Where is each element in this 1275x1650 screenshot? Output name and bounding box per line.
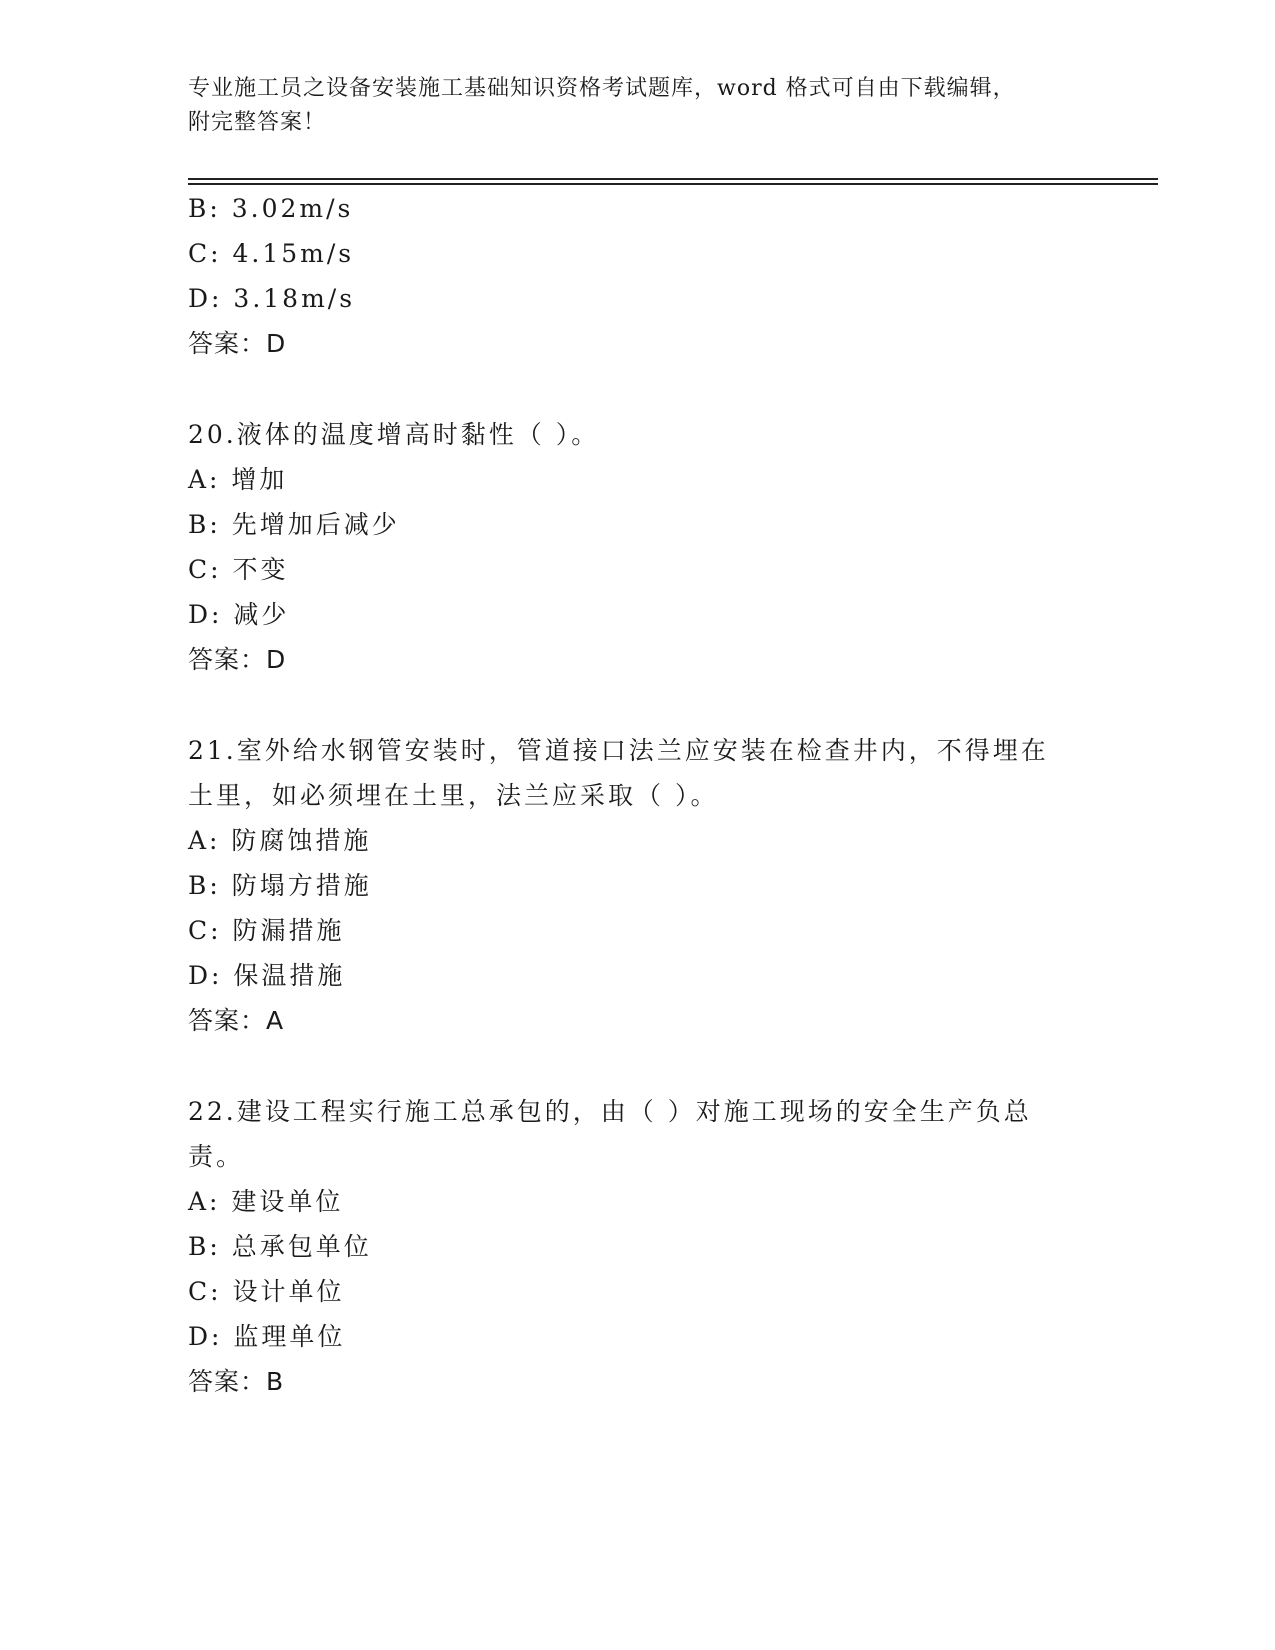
header-divider-bottom xyxy=(188,183,1158,185)
question-22-option-a: A: 建设单位 xyxy=(188,1187,344,1216)
question-20-answer: 答案：D xyxy=(188,645,287,674)
option-b: B: 3.02m/s xyxy=(188,194,354,223)
question-21-option-a: A: 防腐蚀措施 xyxy=(188,826,372,855)
option-c: C: 4.15m/s xyxy=(188,239,355,268)
question-20-option-c: C: 不变 xyxy=(188,555,289,584)
question-20-stem: 20.液体的温度增高时黏性（ ）。 xyxy=(188,420,600,449)
question-21-option-c: C: 防漏措施 xyxy=(188,916,345,945)
question-22-option-c: C: 设计单位 xyxy=(188,1277,345,1306)
question-22-option-d: D: 监理单位 xyxy=(188,1322,346,1351)
header-title-line-1: 专业施工员之设备安装施工基础知识资格考试题库，word 格式可自由下载编辑， xyxy=(188,76,1016,101)
option-d: D: 3.18m/s xyxy=(188,284,356,313)
question-22-answer: 答案：B xyxy=(188,1367,285,1396)
question-21-option-d: D: 保温措施 xyxy=(188,961,346,990)
question-22-option-b: B: 总承包单位 xyxy=(188,1232,372,1261)
question-21-stem-line-2: 土里，如必须埋在土里，法兰应采取（ ）。 xyxy=(188,781,719,810)
question-20-option-a: A: 增加 xyxy=(188,465,288,494)
question-21-stem-line-1: 21.室外给水钢管安装时，管道接口法兰应安装在检查井内，不得埋在 xyxy=(188,736,1049,765)
question-22-stem-line-1: 22.建设工程实行施工总承包的，由（ ）对施工现场的安全生产负总 xyxy=(188,1097,1032,1126)
question-20-option-b: B: 先增加后减少 xyxy=(188,510,400,539)
document-header xyxy=(188,72,1088,140)
header-title-line-2: 附完整答案！ xyxy=(188,110,327,135)
question-22-stem-line-2: 责。 xyxy=(188,1142,245,1171)
question-21-option-b: B: 防塌方措施 xyxy=(188,871,372,900)
question-20-option-d: D: 减少 xyxy=(188,600,290,629)
header-divider-top xyxy=(188,178,1158,180)
question-21-answer: 答案：A xyxy=(188,1006,285,1035)
answer-line: 答案：D xyxy=(188,329,287,358)
